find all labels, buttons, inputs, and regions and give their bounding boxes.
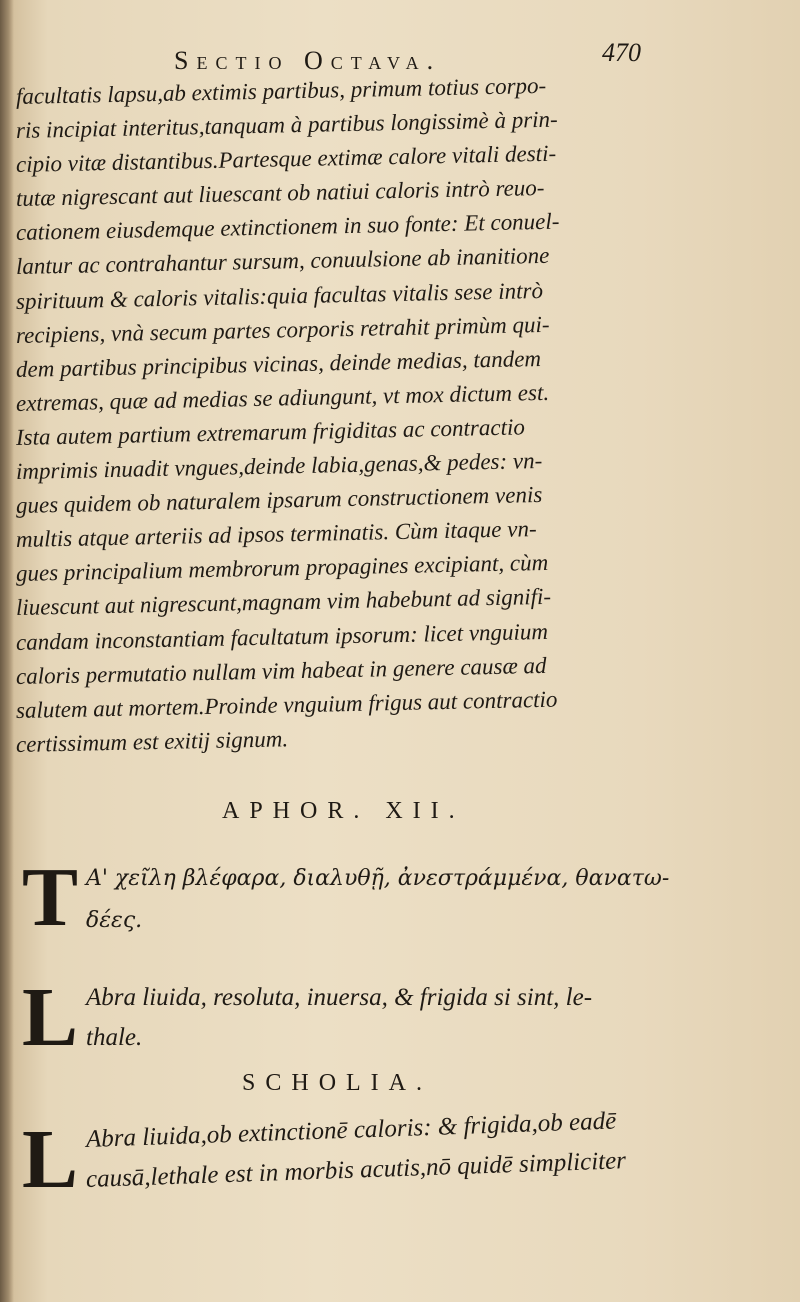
text-line: recipiens, vnà secum partes corporis retrahit primùm qui-: [15, 311, 550, 348]
scholia-line: causā,lethale est in morbis acutis,nō quidē simpliciter: [85, 1147, 627, 1193]
text-line: lantur ac contrahantur sursum, conuulsione ab inanitione: [15, 243, 550, 280]
aphorism-heading: APHOR. XII.: [222, 798, 465, 824]
text-line: dem partibus principibus vicinas, deinde medias, tandem: [15, 345, 542, 382]
text-line: certissimum est exitij signum.: [15, 726, 289, 757]
latin-line: Abra liuida, resoluta, inuersa, & frigida si sint, le-: [86, 984, 593, 1011]
text-line: cationem eiusdemque extinctionem in suo fonte: Et conuel-: [15, 208, 560, 246]
text-line: cipio vitæ distantibus.Partesque extimæ calore vitali desti-: [15, 140, 557, 178]
main-text: [15, 72, 676, 762]
text-line: liuescunt aut nigrescunt,magnam vim habebunt ad signifi-: [15, 584, 552, 621]
text-line: spirituum & caloris vitalis:quia facultas vitalis sese intrò: [15, 277, 544, 314]
text-line: Ista autem partium extremarum frigiditas ac contractio: [15, 414, 526, 450]
scholia-heading: SCHOLIA.: [242, 1070, 433, 1096]
greek-line: Α' χεῖλη βλέφαρα, διαλυθῇ, ἀνεστράμμένα, θανατω-: [86, 866, 670, 891]
text-line: caloris permutatio nullam vim habeat in genere causæ ad: [15, 652, 547, 689]
greek-line: δέες.: [86, 908, 143, 933]
drop-cap-initial: L: [22, 1113, 79, 1206]
text-line: candam inconstantiam facultatum ipsorum: licet vnguium: [15, 618, 549, 655]
drop-cap-initial: L: [22, 971, 79, 1064]
text-line: ris incipiat interitus,tanquam à partibus longissimè à prin-: [15, 106, 558, 144]
text-line: extremas, quæ ad medias se adiungunt, vt mox dictum est.: [15, 379, 550, 416]
text-line: gues quidem ob naturalem ipsarum constructionem venis: [15, 482, 543, 519]
text-line: imprimis inuadit vngues,deinde labia,genas,& pedes: vn-: [15, 448, 543, 485]
drop-cap-initial: T: [22, 851, 79, 944]
text-line: facultatis lapsu,ab extimis partibus, primum totius corpo-: [15, 72, 547, 109]
page-number: 470: [602, 38, 641, 67]
text-line: salutem aut mortem.Proinde vnguium frigus aut contractio: [15, 686, 558, 723]
text-line: multis atque arteriis ad ipsos terminatis. Cùm itaque vn-: [15, 516, 537, 553]
running-title: Sectio Octava.: [174, 46, 442, 75]
text-line: gues principalium membrorum propagines excipiant, cùm: [15, 550, 549, 587]
scholia-line: Abra liuida,ob extinctionē caloris: & frigida,ob eadē: [85, 1107, 617, 1153]
latin-line: thale.: [86, 1024, 143, 1051]
binding-gutter: [0, 0, 14, 1302]
text-line: tutæ nigrescant aut liuescant ob natiui caloris intrò reuo-: [15, 175, 545, 212]
